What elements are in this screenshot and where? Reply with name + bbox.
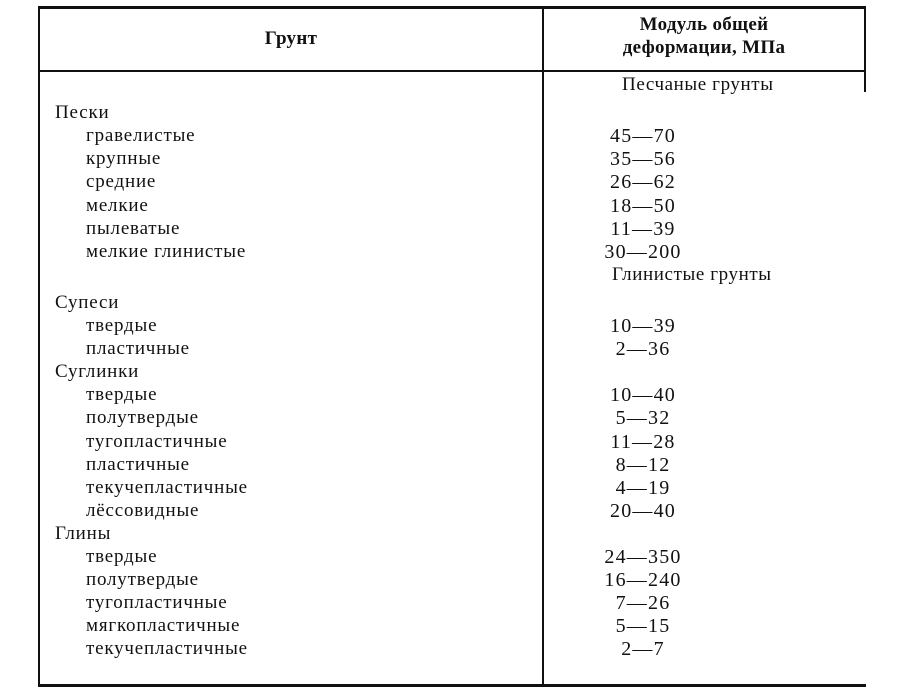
section-title: Глинистые грунты [612,263,772,285]
header-modulus-line2: деформации, МПа [622,37,786,58]
group-name: Суглинки [55,361,140,383]
modulus-value: 18—50 [610,194,676,217]
soil-subtype: пылеватые [86,217,181,239]
modulus-value: 45—70 [610,125,676,148]
modulus-value: 11—28 [610,430,676,453]
soil-subtype: пластичные [86,453,190,475]
group-row [0,523,903,546]
group-name: Супеси [55,291,120,313]
modulus-value: 16—240 [604,569,682,592]
modulus-value: 2—36 [615,338,671,361]
table-row [0,338,903,361]
modulus-value: 2—7 [621,638,665,661]
group-name: Глины [55,522,112,544]
soil-subtype: твердые [86,315,158,336]
soil-subtype: твердые [86,384,158,406]
table-row [0,431,903,454]
table-right-border-top [864,6,866,92]
soil-subtype: мягкопластичные [86,615,241,637]
table-row [0,218,903,241]
soil-subtype: полутвердые [86,569,199,591]
table-row [0,615,903,638]
soil-subtype: мелкие [86,194,149,216]
table-row [0,500,903,523]
header-modulus-line1: Модуль общей [639,14,769,35]
group-row [0,361,903,384]
soil-subtype: твердые [86,546,158,567]
modulus-value: 26—62 [610,171,676,194]
modulus-value: 30—200 [604,240,682,263]
header-bottom-border [38,70,866,72]
modulus-value: 5—15 [615,615,671,638]
table-row [0,569,903,592]
table-row [0,477,903,500]
modulus-value: 10—39 [610,315,676,337]
table-row [0,546,903,569]
soil-subtype: полутвердые [86,407,199,429]
table-row [0,195,903,218]
table-row [0,454,903,477]
soil-subtype: лёссовидные [86,499,200,521]
soil-subtype: текучепластичные [86,476,248,498]
soil-subtype: тугопластичные [86,430,228,452]
table-row [0,171,903,194]
soil-subtype: гравелистые [86,125,196,147]
table-row [0,148,903,171]
modulus-value: 24—350 [604,546,682,568]
table-top-border [38,6,866,9]
soil-subtype: текучепластичные [86,638,248,660]
soil-subtype: тугопластичные [86,592,228,614]
modulus-value: 11—39 [610,217,676,240]
section-title: Песчаные грунты [622,74,774,95]
modulus-value: 8—12 [615,453,671,476]
modulus-value: 35—56 [610,148,676,171]
table-row [0,407,903,430]
modulus-value: 20—40 [610,499,676,522]
modulus-value: 5—32 [615,407,671,430]
table-row [0,241,903,264]
group-row [0,292,903,315]
soil-subtype: пластичные [86,338,190,360]
soil-subtype: крупные [86,148,162,170]
table-row [0,592,903,615]
table-row [0,384,903,407]
table-row [0,125,903,148]
soil-subtype: средние [86,171,157,193]
header-soil: Грунт [264,28,318,49]
group-name: Пески [55,102,110,124]
modulus-value: 7—26 [615,592,671,615]
modulus-value: 4—19 [615,476,671,499]
soil-subtype: мелкие глинистые [86,240,247,262]
modulus-value: 10—40 [610,384,676,407]
table-row [0,638,903,661]
table-bottom-border [38,684,866,687]
table-row [0,315,903,338]
group-row [0,102,903,125]
